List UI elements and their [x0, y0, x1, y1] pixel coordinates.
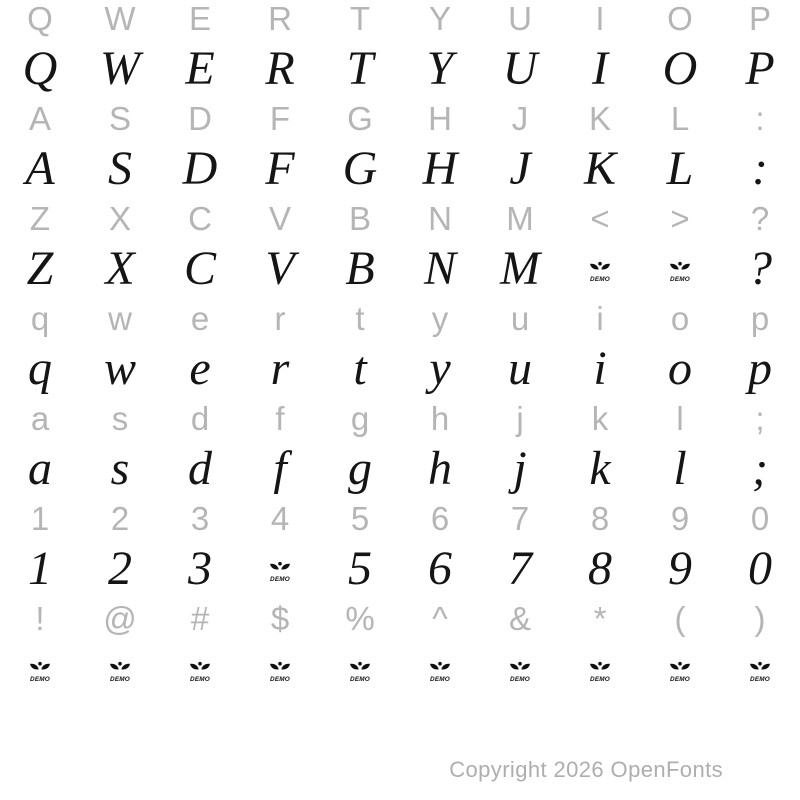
reference-char-cell: M [506, 200, 534, 237]
reference-char-cell: ; [755, 400, 765, 437]
reference-char-cell: Q [27, 0, 53, 37]
reference-char-cell: J [511, 100, 529, 137]
reference-char-cell: X [108, 200, 131, 237]
specimen-char-cell: O [662, 41, 698, 95]
specimen-char-cell [480, 641, 560, 696]
specimen-char-cell [400, 641, 480, 696]
demo-glyph-label: DEMO [670, 275, 690, 282]
specimen-char-cell: E [185, 41, 215, 95]
reference-char-cell: f [275, 400, 285, 437]
specimen-char-cell: 6 [428, 541, 452, 595]
reference-char-cell: K [588, 100, 611, 137]
reference-char-cell: % [345, 600, 375, 637]
specimen-char-cell: D [182, 141, 218, 195]
specimen-char-cell: h [428, 441, 452, 495]
specimen-row [0, 341, 800, 396]
reference-row [0, 96, 800, 141]
fleuron-demo-icon [428, 661, 452, 682]
specimen-char-cell: 2 [108, 541, 132, 595]
reference-char-cell: N [428, 200, 452, 237]
specimen-char-cell: S [108, 141, 132, 195]
specimen-char-cell [560, 241, 640, 296]
specimen-char-cell: Z [26, 241, 54, 295]
specimen-row [0, 641, 800, 696]
reference-char-cell: G [347, 100, 373, 137]
reference-char-cell: : [755, 100, 765, 137]
reference-char-cell: 2 [110, 500, 130, 537]
demo-glyph-label: DEMO [270, 575, 290, 582]
reference-char-cell: $ [270, 600, 290, 637]
specimen-char-cell: X [105, 241, 135, 295]
specimen-char-cell: T [346, 41, 374, 95]
fleuron-demo-icon [668, 661, 692, 682]
reference-char-cell: w [108, 300, 132, 337]
reference-char-cell: u [510, 300, 530, 337]
specimen-char-cell: J [509, 141, 531, 195]
specimen-char-cell [240, 541, 320, 596]
specimen-char-cell: C [183, 241, 216, 295]
specimen-char-cell: L [666, 141, 694, 195]
specimen-char-cell [640, 641, 720, 696]
demo-glyph [268, 661, 292, 682]
demo-glyph [508, 661, 532, 682]
reference-char-cell: j [516, 400, 524, 437]
fleuron-demo-icon [268, 561, 292, 582]
reference-char-cell: U [508, 0, 532, 37]
reference-char-cell: B [348, 200, 371, 237]
specimen-char-cell: ? [748, 241, 772, 295]
specimen-char-cell: g [348, 441, 372, 495]
specimen-char-cell: 7 [508, 541, 532, 595]
demo-glyph-label: DEMO [670, 675, 690, 682]
specimen-char-cell: 1 [28, 541, 52, 595]
demo-glyph-label: DEMO [190, 675, 210, 682]
specimen-char-cell: U [502, 41, 538, 95]
demo-glyph [188, 661, 212, 682]
specimen-char-cell: t [353, 341, 367, 395]
fleuron-demo-icon [348, 661, 372, 682]
specimen-char-cell: p [748, 341, 772, 395]
demo-glyph-label: DEMO [590, 675, 610, 682]
demo-glyph-label: DEMO [430, 675, 450, 682]
fleuron-demo-icon [668, 261, 692, 282]
reference-char-cell: l [676, 400, 684, 437]
reference-char-cell: 1 [30, 500, 50, 537]
specimen-char-cell: e [189, 341, 211, 395]
specimen-char-cell: 8 [588, 541, 612, 595]
reference-char-cell: s [111, 400, 129, 437]
reference-char-cell: r [274, 300, 286, 337]
demo-glyph-label: DEMO [350, 675, 370, 682]
specimen-char-cell: ; [752, 441, 768, 495]
specimen-char-cell: y [429, 341, 451, 395]
reference-char-cell: a [30, 400, 50, 437]
specimen-row [0, 541, 800, 596]
reference-char-cell: C [188, 200, 212, 237]
fleuron-demo-icon [188, 661, 212, 682]
reference-row [0, 196, 800, 241]
specimen-char-cell: k [589, 441, 611, 495]
reference-char-cell: q [30, 300, 50, 337]
specimen-char-cell [320, 641, 400, 696]
demo-glyph-label: DEMO [750, 675, 770, 682]
fleuron-demo-icon [508, 661, 532, 682]
specimen-char-cell: A [25, 141, 55, 195]
demo-glyph-label: DEMO [590, 275, 610, 282]
reference-char-cell: S [108, 100, 131, 137]
reference-char-cell: F [269, 100, 291, 137]
specimen-char-cell: : [752, 141, 768, 195]
reference-row [0, 396, 800, 441]
reference-char-cell: 8 [590, 500, 610, 537]
reference-char-cell: # [190, 600, 210, 637]
specimen-char-cell: d [188, 441, 212, 495]
reference-char-cell: L [670, 100, 690, 137]
reference-char-cell: E [188, 0, 211, 37]
reference-char-cell: h [430, 400, 450, 437]
reference-char-cell: Z [29, 200, 51, 237]
fleuron-demo-icon [748, 661, 772, 682]
reference-char-cell: y [431, 300, 449, 337]
reference-char-cell: 6 [430, 500, 450, 537]
reference-char-cell: ( [674, 600, 686, 637]
reference-char-cell: I [595, 0, 605, 37]
fleuron-demo-icon [588, 661, 612, 682]
specimen-char-cell: s [110, 441, 130, 495]
specimen-char-cell: 9 [668, 541, 692, 595]
reference-row [0, 496, 800, 541]
fleuron-demo-icon [588, 261, 612, 282]
reference-row [0, 596, 800, 641]
reference-char-cell: > [670, 200, 690, 237]
reference-char-cell: T [349, 0, 371, 37]
specimen-char-cell [80, 641, 160, 696]
reference-char-cell: & [508, 600, 531, 637]
reference-char-cell: 3 [190, 500, 210, 537]
demo-glyph-label: DEMO [270, 675, 290, 682]
demo-glyph [108, 661, 132, 682]
specimen-char-cell: Y [426, 41, 454, 95]
reference-char-cell: W [104, 0, 136, 37]
specimen-char-cell: K [583, 141, 616, 195]
specimen-char-cell [560, 641, 640, 696]
demo-glyph [28, 661, 52, 682]
reference-char-cell: Y [428, 0, 451, 37]
demo-glyph [668, 661, 692, 682]
specimen-char-cell: 5 [348, 541, 372, 595]
demo-glyph-label: DEMO [110, 675, 130, 682]
specimen-char-cell: B [345, 241, 375, 295]
specimen-char-cell: q [28, 341, 52, 395]
demo-glyph [428, 661, 452, 682]
reference-char-cell: d [190, 400, 210, 437]
specimen-char-cell: N [423, 241, 456, 295]
specimen-char-cell: j [513, 441, 527, 495]
specimen-char-cell: P [745, 41, 775, 95]
demo-glyph-label: DEMO [30, 675, 50, 682]
reference-char-cell: R [268, 0, 292, 37]
specimen-char-cell: I [592, 41, 608, 95]
fleuron-demo-icon [108, 661, 132, 682]
reference-char-cell: @ [103, 600, 137, 637]
reference-char-cell: ) [754, 600, 766, 637]
demo-glyph [268, 561, 292, 582]
specimen-char-cell: r [270, 341, 290, 395]
demo-glyph [748, 661, 772, 682]
demo-glyph [588, 261, 612, 282]
demo-glyph [588, 661, 612, 682]
specimen-char-cell: G [342, 141, 378, 195]
specimen-char-cell [240, 641, 320, 696]
reference-char-cell: g [350, 400, 370, 437]
specimen-char-cell [160, 641, 240, 696]
specimen-char-cell: Q [22, 41, 58, 95]
specimen-char-cell [640, 241, 720, 296]
fleuron-demo-icon [28, 661, 52, 682]
specimen-char-cell [0, 641, 80, 696]
reference-char-cell: 5 [350, 500, 370, 537]
specimen-char-cell: w [103, 341, 136, 395]
specimen-char-cell: u [508, 341, 532, 395]
specimen-char-cell: 0 [748, 541, 772, 595]
specimen-char-cell: R [265, 41, 295, 95]
specimen-row [0, 41, 800, 96]
demo-glyph [348, 661, 372, 682]
reference-char-cell: 0 [750, 500, 770, 537]
reference-char-cell: 9 [670, 500, 690, 537]
specimen-char-cell: i [593, 341, 607, 395]
reference-char-cell: H [428, 100, 452, 137]
reference-char-cell: 4 [270, 500, 290, 537]
reference-char-cell: O [667, 0, 693, 37]
specimen-char-cell: H [422, 141, 458, 195]
reference-row [0, 296, 800, 341]
reference-char-cell: D [188, 100, 212, 137]
specimen-row [0, 141, 800, 196]
reference-char-cell: 7 [510, 500, 530, 537]
reference-char-cell: A [28, 100, 51, 137]
specimen-char-cell: l [673, 441, 687, 495]
demo-glyph-label: DEMO [510, 675, 530, 682]
copyright-text: Copyright 2026 OpenFonts [449, 757, 723, 782]
specimen-row [0, 441, 800, 496]
specimen-char-cell [720, 641, 800, 696]
fleuron-demo-icon [268, 661, 292, 682]
specimen-char-cell: o [668, 341, 692, 395]
reference-char-cell: k [591, 400, 609, 437]
reference-char-cell: < [590, 200, 610, 237]
specimen-char-cell: f [273, 441, 287, 495]
reference-char-cell: i [596, 300, 604, 337]
specimen-row [0, 241, 800, 296]
specimen-char-cell: M [500, 241, 540, 295]
specimen-char-cell: W [100, 41, 140, 95]
reference-char-cell: ^ [432, 600, 448, 637]
specimen-char-cell: V [265, 241, 295, 295]
reference-row [0, 0, 800, 41]
reference-char-cell: ? [750, 200, 770, 237]
demo-glyph [668, 261, 692, 282]
specimen-char-cell: a [28, 441, 52, 495]
reference-char-cell: ! [35, 600, 45, 637]
specimen-char-cell: 3 [188, 541, 212, 595]
reference-char-cell: t [355, 300, 365, 337]
reference-char-cell: o [670, 300, 690, 337]
specimen-char-cell: F [265, 141, 295, 195]
reference-char-cell: P [748, 0, 771, 37]
reference-char-cell: * [593, 600, 607, 637]
reference-char-cell: p [750, 300, 770, 337]
reference-char-cell: e [190, 300, 210, 337]
reference-char-cell: V [268, 200, 291, 237]
